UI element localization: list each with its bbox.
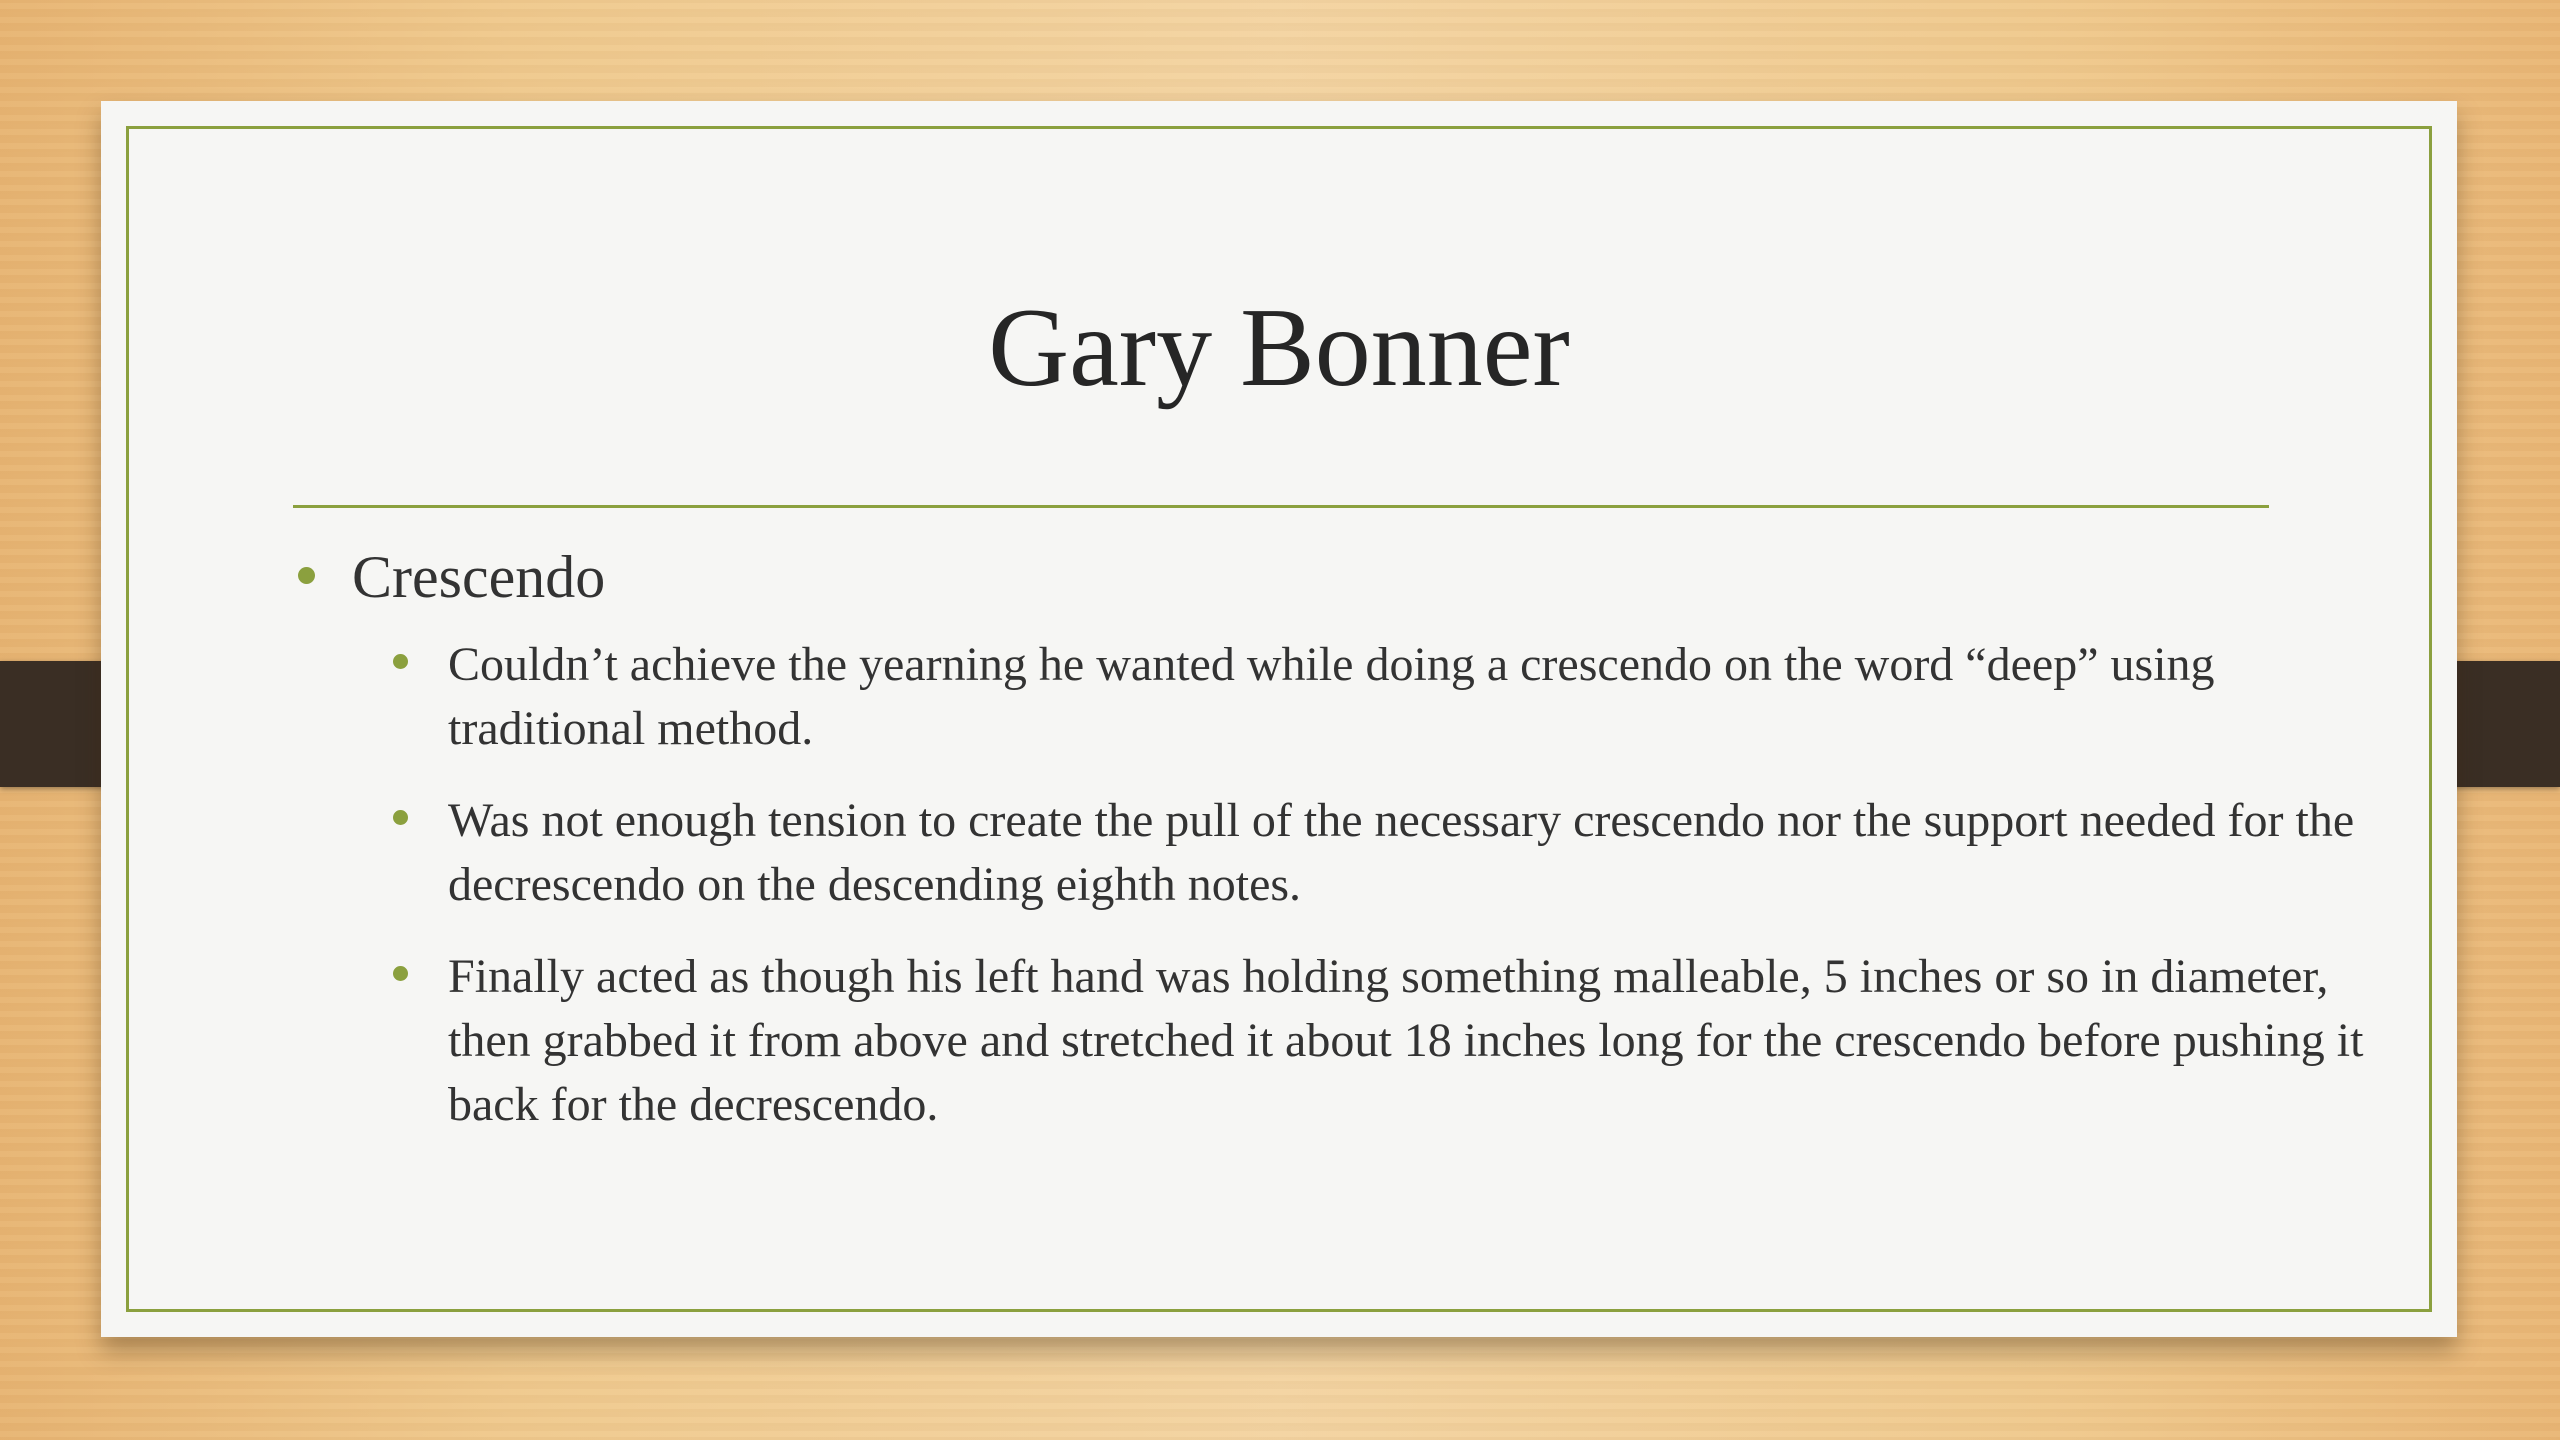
sub-bullet-3 [389, 945, 2383, 1137]
bullet-dot-icon [393, 966, 408, 981]
slide-body [293, 541, 2383, 1165]
sub-bullet-text: Couldn’t achieve the yearning he wanted while doing a crescendo on the word “deep” using traditional method. [448, 638, 2215, 755]
bullet-crescendo [293, 541, 2383, 613]
bullet-text: Crescendo [352, 544, 606, 610]
sub-bullet-text: Finally acted as though his left hand was holding something malleable, 5 inches or so in diameter, then grabbed it from above and stretched it about 18 inches long for the crescendo before pushing it back for the decrescendo. [448, 950, 2364, 1131]
sub-bullet-1 [389, 633, 2383, 761]
bullet-dot-icon [298, 567, 315, 584]
sub-bullet-list [293, 633, 2383, 1137]
slide [101, 101, 2457, 1337]
sub-bullet-2 [389, 789, 2383, 917]
bullet-dot-icon [393, 654, 408, 669]
slide-title: Gary Bonner [988, 286, 1570, 410]
title-divider [293, 505, 2269, 508]
bullet-dot-icon [393, 810, 408, 825]
sub-bullet-text: Was not enough tension to create the pull of the necessary crescendo nor the support needed for the decrescendo on the descending eighth notes. [448, 794, 2355, 911]
